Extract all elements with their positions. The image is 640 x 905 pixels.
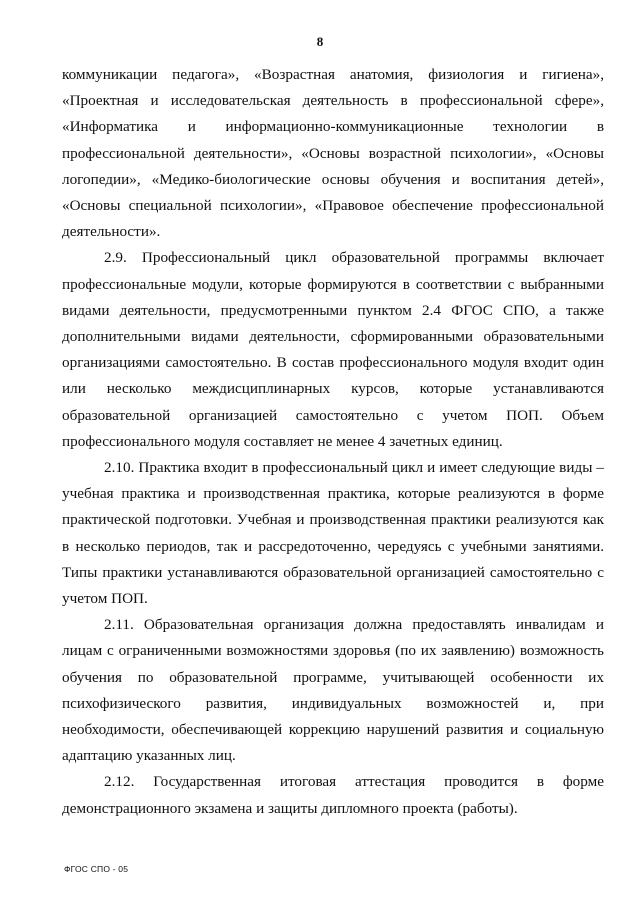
footer-label: ФГОС СПО - 05 [64,864,129,874]
paragraph-2-12: 2.12. Государственная итоговая аттестация проводится в форме демонстрационного экзамена и защиты дипломного проекта (работы). [62,773,604,817]
paragraph-2-11: 2.11. Образовательная организация должна предоставлять инвалидам и лицам с ограниченными возможностями здоровья (по их заявлению) возможность обучения по образовательной программе, учитывающей особенности их психофизического развития, индивидуальных возможностей и, при необходимости, обеспечивающей коррекцию нарушений развития и социальную адаптацию указанных лиц. [62,616,604,765]
document-body [62,62,604,822]
paragraph-2-9: 2.9. Профессиональный цикл образовательной программы включает профессиональные модули, которые формируются в соответствии с выбранными видами деятельности, предусмотренными пунктом 2.4 ФГОС СПО, а также дополнительными видами деятельности, сформированными образовательными организациями самостоятельно. В состав профессионального модуля входит один или несколько междисциплинарных курсов, которые устанавливаются образовательной организацией самостоятельно с учетом ПОП. Объем профессионального модуля составляет не менее 4 зачетных единиц. [62,249,604,450]
page-number: 8 [316,34,324,49]
paragraph-2-10: 2.10. Практика входит в профессиональный цикл и имеет следующие виды – учебная практика и производственная практика, которые реализуются в форме практической подготовки. Учебная и производственная практики реализуются как в несколько периодов, так и рассредоточенно, чередуясь с учебными занятиями. Типы практики устанавливаются образовательной организацией самостоятельно с учетом ПОП. [62,459,604,608]
paragraph-continuation: коммуникации педагога», «Возрастная анатомия, физиология и гигиена», «Проектная и исследовательская деятельность в профессиональной сфере», «Информатика и информационно-коммуникационные технологии в профессиональной деятельности», «Основы возрастной психологии», «Основы логопедии», «Медико-биологические основы обучения и воспитания детей», «Основы специальной психологии», «Правовое обеспечение профессиональной деятельности». [62,66,604,241]
